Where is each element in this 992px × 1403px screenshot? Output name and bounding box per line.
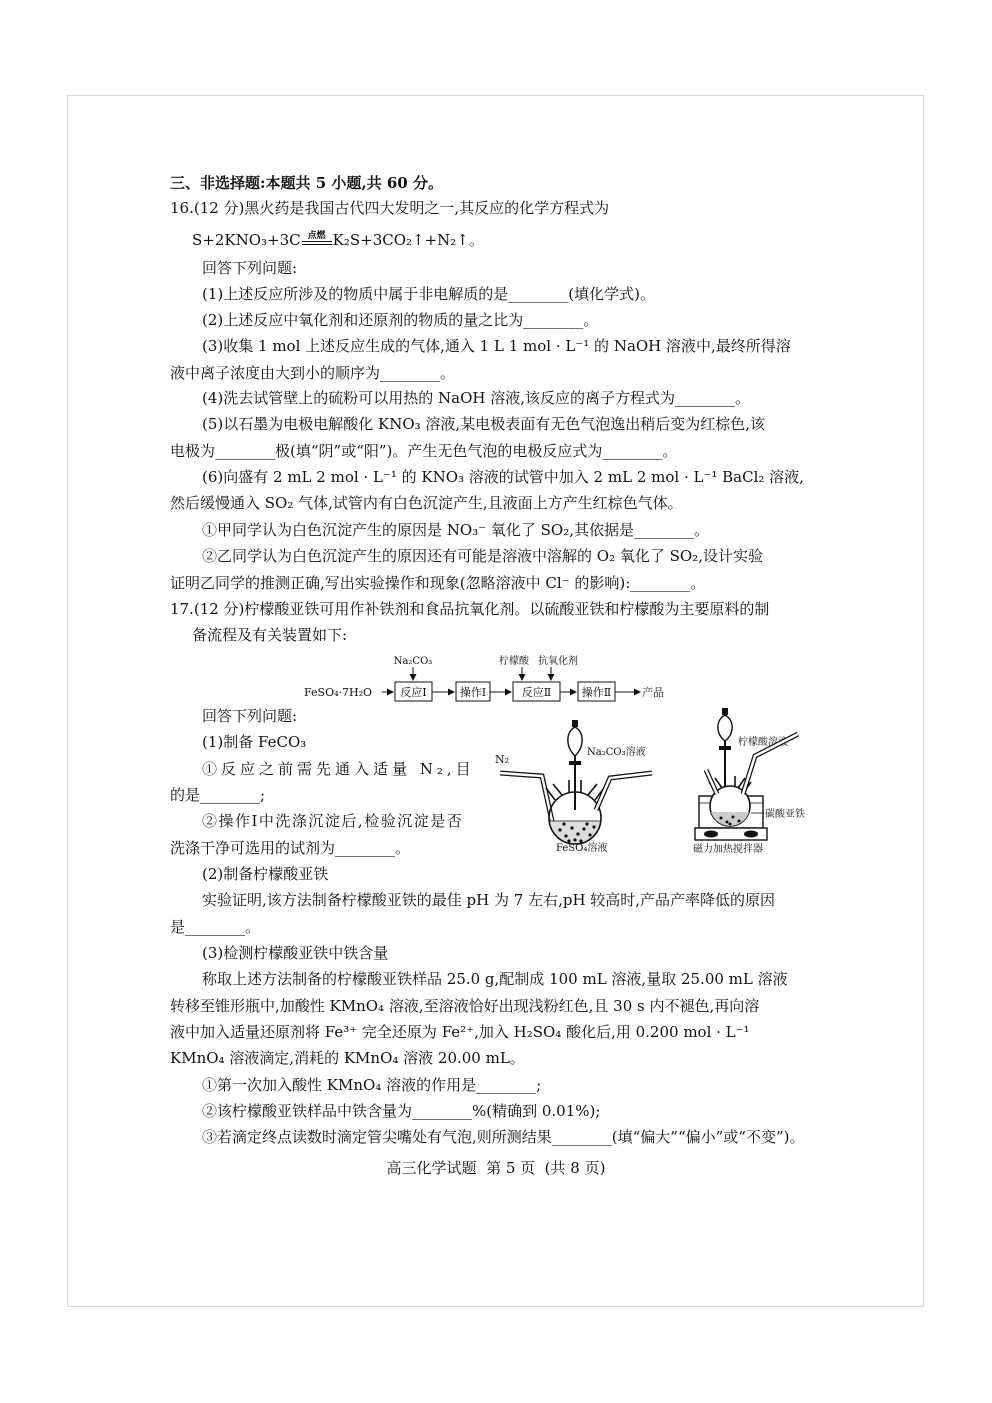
q17-prompt: 回答下列问题: bbox=[202, 707, 298, 725]
short-tube bbox=[706, 770, 717, 794]
q17-line-2: (2)制备柠檬酸亚铁 bbox=[202, 865, 329, 883]
q17-stem: 17.(12 分)柠檬酸亚铁可用作补铁剂和食品抗氧化剂。以硫酸亚铁和柠檬酸为主要原料的制 bbox=[170, 600, 770, 618]
equation-products: K₂S+3CO₂↑+N₂↑。 bbox=[332, 231, 484, 249]
q17-line-2-text-cont: 是________。 bbox=[170, 918, 261, 936]
q16-line-6-cont: 然后缓慢通入 SO₂ 气体,试管内有白色沉淀产生,且液面上方产生红棕色气体。 bbox=[170, 494, 683, 512]
page-footer: 高三化学试题 第 5 页 (共 8 页) bbox=[386, 1159, 606, 1177]
q16-stem: 16.(12 分)黑火药是我国古代四大发明之一,其反应的化学方程式为 bbox=[170, 199, 610, 217]
q16-line-3: (3)收集 1 mol 上述反应生成的气体,通入 1 L 1 mol · L⁻¹ 的 NaOH 溶液中,最终所得溶 bbox=[202, 337, 791, 355]
q17-line-2-text: 实验证明,该方法制备柠檬酸亚铁的最佳 pH 为 7 左右,pH 较高时,产品产率降低的原因 bbox=[202, 891, 776, 909]
q16-line-2: (2)上述反应中氧化剂和还原剂的物质的量之比为________。 bbox=[202, 311, 599, 329]
gas-outlet-tube bbox=[596, 773, 652, 810]
q16-line-3-cont: 液中离子浓度由大到小的顺序为________。 bbox=[170, 364, 456, 382]
flow-reagent-antioxidant: 抗氧化剂 bbox=[538, 656, 578, 667]
q16-line-6-sub1: ①甲同学认为白色沉淀产生的原因是 NO₃⁻ 氧化了 SO₂,其依据是________。 bbox=[202, 521, 710, 539]
flow-reagent-citric-acid: 柠檬酸 bbox=[499, 656, 529, 667]
double-line-sign bbox=[302, 241, 332, 245]
flow-step-reaction-1: 反应Ⅰ bbox=[400, 686, 427, 699]
q17-line-1: (1)制备 FeCO₃ bbox=[202, 733, 307, 751]
apparatus-right bbox=[685, 706, 810, 856]
q17-line-1-sub1-cont: 的是________; bbox=[170, 786, 266, 804]
section-title: 三、非选择题:本题共 5 小题,共 60 分。 bbox=[170, 174, 443, 192]
flow-reagent-na2co3: Na₂CO₃ bbox=[393, 656, 433, 667]
base-label-magnetic-stirrer: 磁力加热搅拌器 bbox=[693, 844, 763, 855]
q17-line-3-text-cont3: KMnO₄ 溶液滴定,消耗的 KMnO₄ 溶液 20.00 mL。 bbox=[170, 1049, 525, 1067]
q16-line-4: (4)洗去试管壁上的硫粉可以用热的 NaOH 溶液,该反应的离子方程式为________。 bbox=[202, 389, 751, 407]
magnetic-stirrer-base bbox=[695, 828, 767, 840]
separatory-funnel bbox=[568, 720, 582, 810]
equation-reactants: S+2KNO₃+3C bbox=[192, 231, 301, 249]
process-flow-diagram bbox=[300, 650, 680, 710]
q16-line-5: (5)以石墨为电极电解酸化 KNO₃ 溶液,某电极表面有无色气泡逸出稍后变为红棕色,该 bbox=[202, 415, 765, 433]
q17-line-3-text: 称取上述方法制备的柠檬酸亚铁样品 25.0 g,配制成 100 mL 溶液,量取 25.00 mL 溶液 bbox=[202, 970, 788, 988]
flow-step-operation-2: 操作Ⅱ bbox=[581, 686, 612, 699]
flask-label-feso4-solution: FeSO₄溶液 bbox=[556, 843, 608, 854]
q17-line-3-sub3: ③若滴定终点读数时滴定管尖嘴处有气泡,则所测结果________(填“偏大”“偏小”或“不变”)。 bbox=[202, 1128, 805, 1146]
solid-label-ferrous-carbonate: 碳酸亚铁 bbox=[765, 809, 805, 820]
q17-stem-cont: 备流程及有关装置如下: bbox=[192, 626, 348, 644]
funnel-label-citric-acid-solution: 柠檬酸溶液 bbox=[738, 737, 788, 748]
q17-line-1-sub2: ②操作Ⅰ中洗涤沉淀后,检验沉淀是否 bbox=[202, 812, 464, 830]
apparatus-left bbox=[490, 718, 670, 858]
equation-condition: 点燃 bbox=[307, 231, 326, 241]
three-neck-flask bbox=[490, 780, 670, 851]
q16-prompt: 回答下列问题: bbox=[202, 259, 298, 277]
q17-line-3-sub2: ②该柠檬酸亚铁样品中铁含量为________%(精确到 0.01%); bbox=[202, 1102, 601, 1120]
flow-step-operation-1: 操作Ⅰ bbox=[459, 686, 487, 699]
flow-step-reaction-2: 反应Ⅱ bbox=[521, 686, 552, 699]
q16-line-6-sub2-cont: 证明乙同学的推测正确,写出实验操作和现象(忽略溶液中 Cl⁻ 的影响):________。 bbox=[170, 574, 706, 592]
equation-condition-arrow bbox=[302, 231, 332, 245]
q17-line-3-sub1: ①第一次加入酸性 KMnO₄ 溶液的作用是________; bbox=[202, 1076, 542, 1094]
q16-line-1: (1)上述反应所涉及的物质中属于非电解质的是________(填化学式)。 bbox=[202, 285, 655, 303]
flow-start-material: FeSO₄·7H₂O bbox=[304, 686, 373, 699]
q16-line-5-cont: 电极为________极(填“阴”或“阳”)。产生无色气泡的电极反应式为________。 bbox=[170, 442, 678, 460]
funnel-label-na2co3-solution: Na₂CO₃溶液 bbox=[587, 747, 646, 758]
q17-line-1-sub1: ①反应之前需先通入适量 N₂,目 bbox=[202, 760, 475, 778]
flow-product: 产品 bbox=[642, 686, 664, 699]
q17-line-3: (3)检测柠檬酸亚铁中铁含量 bbox=[202, 944, 389, 962]
gas-inlet-tube bbox=[500, 773, 554, 830]
q16-line-6: (6)向盛有 2 mL 2 mol · L⁻¹ 的 KNO₃ 溶液的试管中加入 2 mL 2 mol · L⁻¹ BaCl₂ 溶液, bbox=[202, 468, 804, 486]
q17-line-1-sub2-cont: 洗涤干净可选用的试剂为________。 bbox=[170, 839, 411, 857]
q17-line-3-text-cont1: 转移至锥形瓶中,加酸性 KMnO₄ 溶液,至溶液恰好出现浅粉红色,且 30 s 内不褪色,再向溶 bbox=[170, 997, 760, 1015]
q16-line-6-sub2: ②乙同学认为白色沉淀产生的原因还有可能是溶液中溶解的 O₂ 氧化了 SO₂,设计实验 bbox=[202, 547, 763, 565]
q17-line-3-text-cont2: 液中加入适量还原剂将 Fe³⁺ 完全还原为 Fe²⁺,加入 H₂SO₄ 酸化后,用 0.200 mol · L⁻¹ bbox=[170, 1023, 750, 1041]
q16-equation bbox=[192, 224, 484, 250]
gas-label-n2: N₂ bbox=[495, 753, 510, 766]
